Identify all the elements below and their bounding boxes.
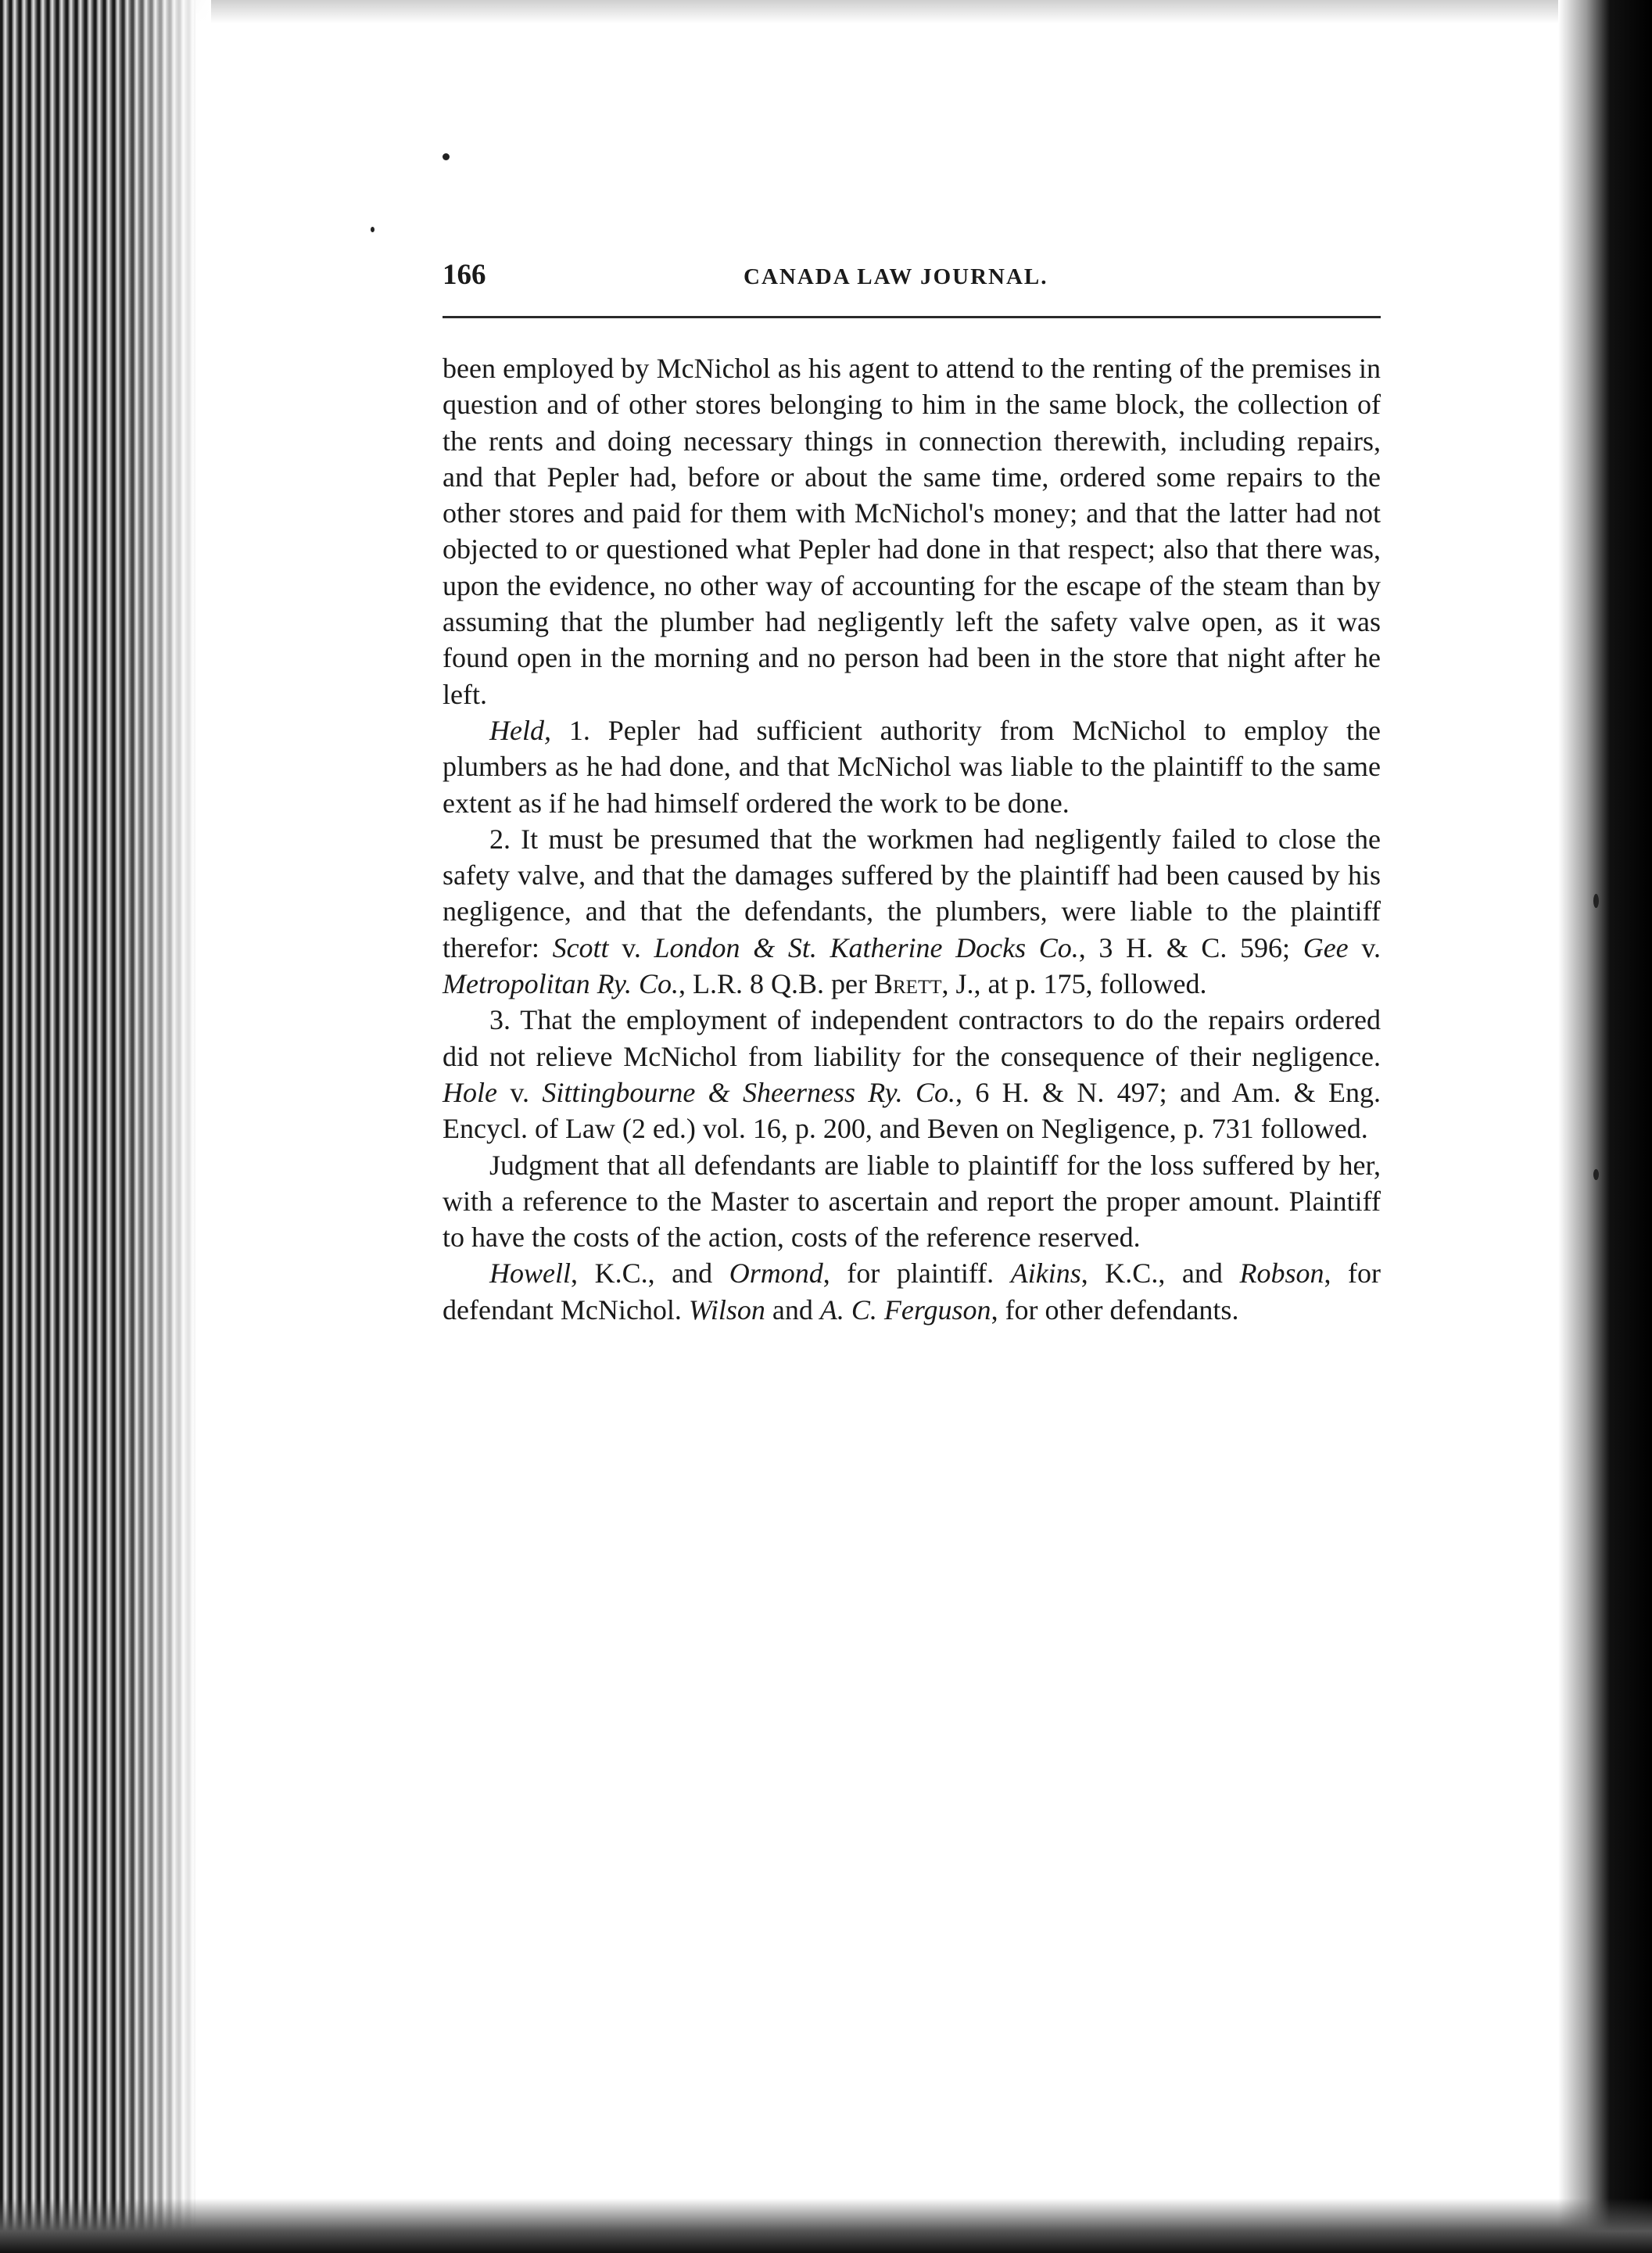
page-header [443, 258, 1381, 305]
page-number: 166 [443, 259, 486, 291]
held-2-text: 2. It must be presumed that the workmen had negligently failed to close the safety valve, and that the damages suffered by the plaintiff had been caused by his negligence, and that the defendants, the plumbers, were liable to the plaintiff therefor: [443, 823, 1381, 963]
paragraph-held-1 [443, 712, 1381, 821]
paragraph-held-3 [443, 1002, 1381, 1146]
citation: , 6 H. & N. 497; and Am. & Eng. Encycl. of Law (2 ed.) vol. 16, p. 200, and Beven on Negligence, p. 731 followed. [443, 1076, 1381, 1145]
counsel-text: and [765, 1293, 820, 1326]
counsel-name: Ormond [729, 1257, 823, 1290]
counsel-name: A. C. Ferguson [819, 1293, 991, 1326]
scan-edge-left-fade [117, 0, 211, 2253]
running-title: CANADA LAW JOURNAL. [744, 264, 1048, 289]
scan-edge-top [0, 0, 1652, 23]
counsel-name: Wilson [688, 1293, 765, 1326]
citation: , 3 H. & C. 596; [1078, 931, 1303, 963]
held-1-text: 1. Pepler had sufficient authority from McNichol to employ the plumbers as he had done, and that McNichol was liable to the plaintiff to the same extent as if he had himself ordered the work to be done. [443, 714, 1381, 819]
case-name: Sittingbourne & Sheerness Ry. Co. [542, 1076, 955, 1108]
counsel-name: Aikins [1010, 1257, 1081, 1290]
counsel-name: Howell [489, 1257, 571, 1290]
versus: v. [496, 1076, 543, 1108]
citation: , L.R. 8 Q.B. per [679, 968, 874, 1000]
scan-speck [371, 227, 374, 232]
counsel-text: , for plaintiff. [822, 1257, 1011, 1290]
article-body [443, 350, 1381, 1328]
held-label: Held, [489, 714, 551, 746]
counsel-text: , for defendant McNichol. [443, 1257, 1381, 1326]
counsel-text: , K.C., and [1080, 1257, 1240, 1290]
case-name: Metropolitan Ry. Co. [443, 968, 679, 1000]
counsel-text: , for other defendants. [991, 1293, 1239, 1326]
paragraph-counsel [443, 1255, 1381, 1328]
paragraph-facts: been employed by McNichol as his agent to attend to the renting of the premises in question and of other stores belonging to him in the same block, the collection of the rents and doing necessary things in connection therewith, including repairs, and that Pepler had, before or about the same time, ordered some repairs to the other stores and paid for them with McNichol's money; and that the latter had not objected to or questioned what Pepler had done in that respect; also that there was, upon the evidence, no other way of accounting for the escape of the steam than by assuming that the plumber had negligently left the safety valve open, as it was found open in the morning and no person had been in the store that night after he left. [443, 353, 1381, 710]
counsel-name: Robson [1239, 1257, 1324, 1290]
held-3-text: 3. That the employment of independent contractors to do the repairs ordered did not relieve McNichol from liability for the consequence of their negligence. [443, 1004, 1381, 1072]
scan-speck [1593, 1169, 1599, 1180]
scan-edge-right [1558, 0, 1652, 2253]
citation: , J., at p. 175, followed. [941, 968, 1207, 1000]
scan-speck [443, 153, 450, 160]
judge-name: Brett [873, 968, 942, 1000]
header-rule [443, 316, 1381, 318]
scan-speck [1593, 894, 1599, 908]
versus: v. [1348, 931, 1381, 963]
paragraph-held-2 [443, 821, 1381, 1002]
case-name: London & St. Katherine Docks Co. [654, 931, 1079, 963]
scan-edge-bottom [0, 2198, 1652, 2253]
case-name: Scott [552, 931, 609, 963]
counsel-text: , K.C., and [571, 1257, 729, 1290]
case-name: Hole [443, 1076, 497, 1108]
paragraph-judgment: Judgment that all defendants are liable to plaintiff for the loss suffered by her, with a reference to the Master to ascertain and report the proper amount. Plaintiff to have the costs of the action, costs of the reference reserved. [443, 1149, 1381, 1254]
versus: v. [608, 931, 654, 963]
case-name: Gee [1303, 931, 1349, 963]
